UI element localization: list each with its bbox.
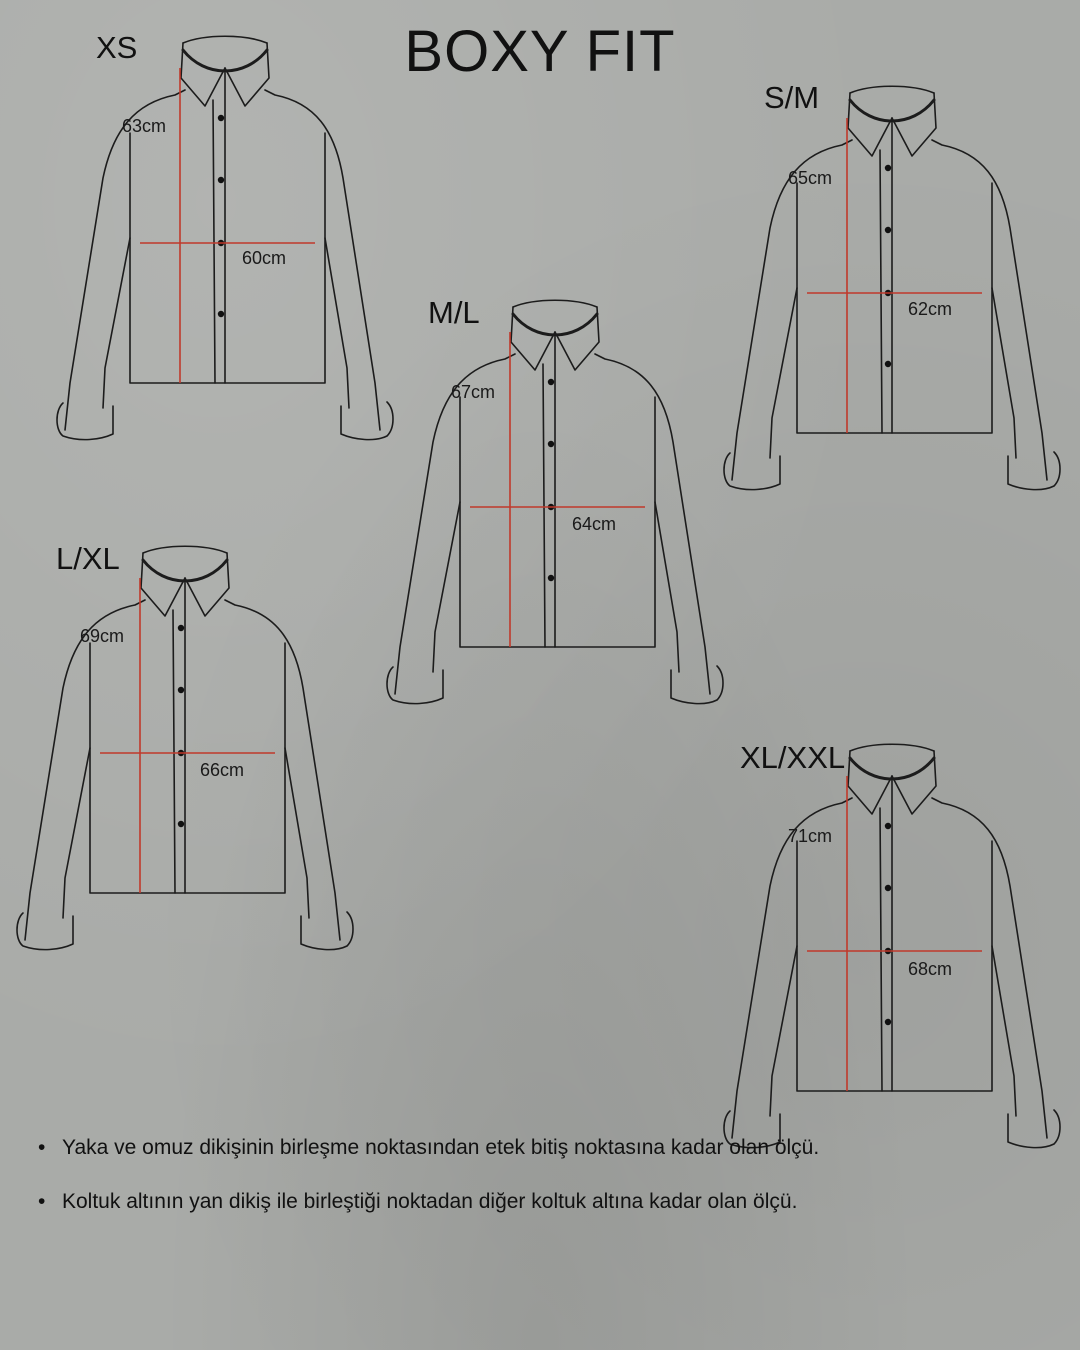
shirt-xlxxl [724, 744, 1060, 1147]
shirt-xs [57, 36, 393, 439]
length-value-sm: 65cm [788, 168, 833, 188]
width-value-lxl: 66cm [200, 760, 245, 780]
length-value-xlxxl: 71cm [788, 826, 833, 846]
size-label-lxl: L/XL [56, 541, 120, 576]
width-value-xlxxl: 68cm [908, 959, 953, 979]
width-value-xs: 60cm [242, 248, 287, 268]
length-value-xs: 63cm [122, 116, 167, 136]
width-value-sm: 62cm [908, 299, 953, 319]
shirt-lxl [17, 546, 353, 949]
width-value-ml: 64cm [572, 514, 617, 534]
shirt-sm [724, 86, 1060, 489]
shirt-ml [387, 300, 723, 703]
size-label-xs: XS [96, 30, 138, 65]
note-width: • Koltuk altının yan dikiş ile birleştiği noktadan diğer koltuk altına kadar olan ölçü. [38, 1190, 1038, 1214]
size-label-sm: S/M [764, 80, 820, 115]
measurement-notes [38, 1136, 1038, 1244]
length-value-ml: 67cm [451, 382, 496, 402]
size-label-ml: M/L [428, 295, 480, 330]
note-length: • Yaka ve omuz dikişinin birleşme noktasından etek bitiş noktasına kadar olan ölçü. [38, 1136, 1038, 1160]
page-title: BOXY FIT [404, 19, 676, 84]
size-label-xlxxl: XL/XXL [740, 740, 846, 775]
length-value-lxl: 69cm [80, 626, 125, 646]
